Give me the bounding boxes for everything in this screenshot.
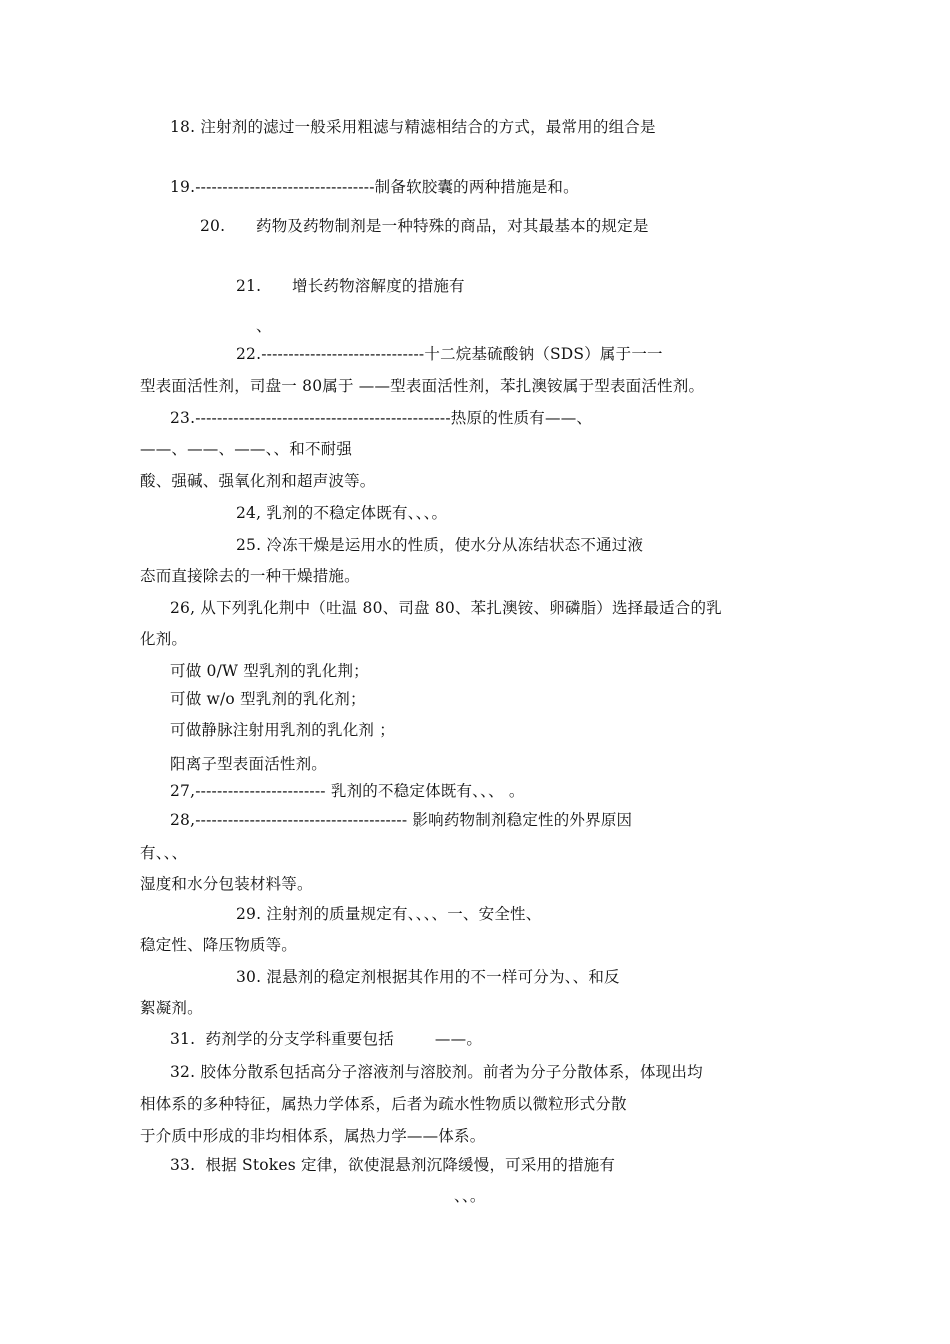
question-23-continued-2: 酸、强碱、强氧化剂和超声波等。 xyxy=(140,472,376,490)
question-21: 21. 增长药物溶解度的措施有 xyxy=(236,277,465,295)
question-23-continued-1: ——、——、——、、和不耐强 xyxy=(140,440,353,458)
question-32: 32. 胶体分散系包括高分子溶液剂与溶胶剂。前者为分子分散体系，体现出均 xyxy=(170,1063,703,1081)
question-32-continued-2: 于介质中形成的非均相体系，属热力学——体系。 xyxy=(140,1127,486,1145)
question-28: 28,--------------------------------------- 影响药物制剂稳定性的外界原因 xyxy=(170,811,633,829)
question-29: 29. 注射剂的质量规定有、、、、一、安全性、 xyxy=(236,905,542,923)
question-28-continued-1: 有、、、 xyxy=(140,844,188,862)
question-26-item-1: 可做 0/W 型乳剂的乳化荆； xyxy=(170,662,369,680)
question-22-continued: 型表面活性剂，司盘一 80属于 ——型表面活性剂，苯扎澳铵属于型表面活性剂。 xyxy=(140,377,705,395)
question-33-continued: 、、。 xyxy=(454,1187,486,1205)
question-26-item-3: 可做静脉注射用乳剂的乳化剂 ； xyxy=(170,721,395,739)
question-26-item-2: 可做 w/o 型乳剂的乳化剂； xyxy=(170,690,366,708)
question-26: 26, 从下列乳化荆中（吐温 80、司盘 80、苯扎澳铵、卵磷脂）选择最适合的乳 xyxy=(170,599,722,617)
question-22: 22.------------------------------十二烷基硫酸钠（SDS）属于一一 xyxy=(236,345,663,363)
question-29-continued: 稳定性、降压物质等。 xyxy=(140,936,298,954)
question-32-continued-1: 相体系的多种特征，属热力学体系，后者为疏水性物质以微粒形式分散 xyxy=(140,1095,627,1113)
question-26-item-4: 阳离子型表面活性剂。 xyxy=(170,755,328,773)
question-18: 18. 注射剂的滤过一般采用粗滤与精滤相结合的方式，最常用的组合是 xyxy=(170,118,656,136)
question-31: 31. 药剂学的分支学科重要包括 ——。 xyxy=(170,1030,483,1048)
question-30: 30. 混悬剂的稳定剂根据其作用的不一样可分为、、和反 xyxy=(236,968,620,986)
question-26-continued: 化剂。 xyxy=(140,630,188,648)
question-33: 33. 根据 Stokes 定律，欲使混悬剂沉降缓慢，可采用的措施有 xyxy=(170,1156,616,1174)
question-20: 20. 药物及药物制剂是一种特殊的商品，对其最基本的规定是 xyxy=(200,217,649,235)
question-25-continued: 态而直接除去的一种干燥措施。 xyxy=(140,567,360,585)
question-30-continued: 絮凝剂。 xyxy=(140,999,203,1017)
question-27: 27,------------------------ 乳剂的不稳定体既有、、、 。 xyxy=(170,782,525,800)
question-24: 24, 乳剂的不稳定体既有、、、。 xyxy=(236,504,448,522)
question-28-continued-2: 湿度和水分包装材料等。 xyxy=(140,875,313,893)
question-25: 25. 冷冻干燥是运用水的性质，使水分从冻结状态不通过液 xyxy=(236,536,644,554)
question-19: 19.---------------------------------制备软胶囊的两种措施是和。 xyxy=(170,178,579,196)
question-21-continued: 、 xyxy=(256,317,272,335)
question-23: 23.-----------------------------------------------热原的性质有——、 xyxy=(170,409,593,427)
